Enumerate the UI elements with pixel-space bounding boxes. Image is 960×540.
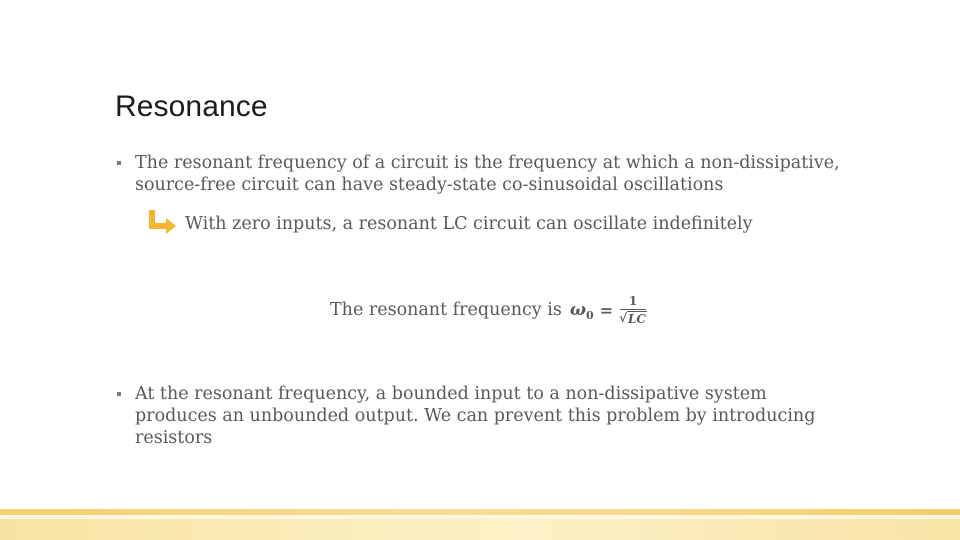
fraction-numerator: 1 [628,293,638,308]
omega-symbol: ω [569,300,586,320]
resonant-frequency-formula [330,288,647,332]
sub-item-zero-inputs [146,210,786,240]
bullet-text: At the resonant frequency, a bounded input to a non-dissipative system produces an unbounded output. We can prevent this problem by introducing resistors [135,384,816,448]
radicand: LC [627,312,646,327]
formula-expression [570,294,647,327]
fraction-denominator [619,311,647,326]
bullet-text: The resonant frequency of a circuit is the frequency at which a non-dissipative, source-free circuit can have steady-state co-sinusoidal oscillations [135,153,840,195]
fraction [619,294,647,327]
bullet-marker [117,161,121,165]
slide-title: Resonance [115,90,268,123]
omega-subscript: 0 [586,308,594,322]
formula-lead-text: The resonant frequency is [330,300,562,320]
corner-arrow-icon [146,210,178,236]
footer-decorative-band [0,509,960,540]
fraction-bar [620,309,646,311]
equals-sign: = [599,300,614,320]
bullet-marker [117,392,121,396]
footer-band-fill [0,519,960,540]
radical-sign: √ [619,311,627,326]
sub-item-text: With zero inputs, a resonant LC circuit can oscillate indefinitely [185,214,753,234]
